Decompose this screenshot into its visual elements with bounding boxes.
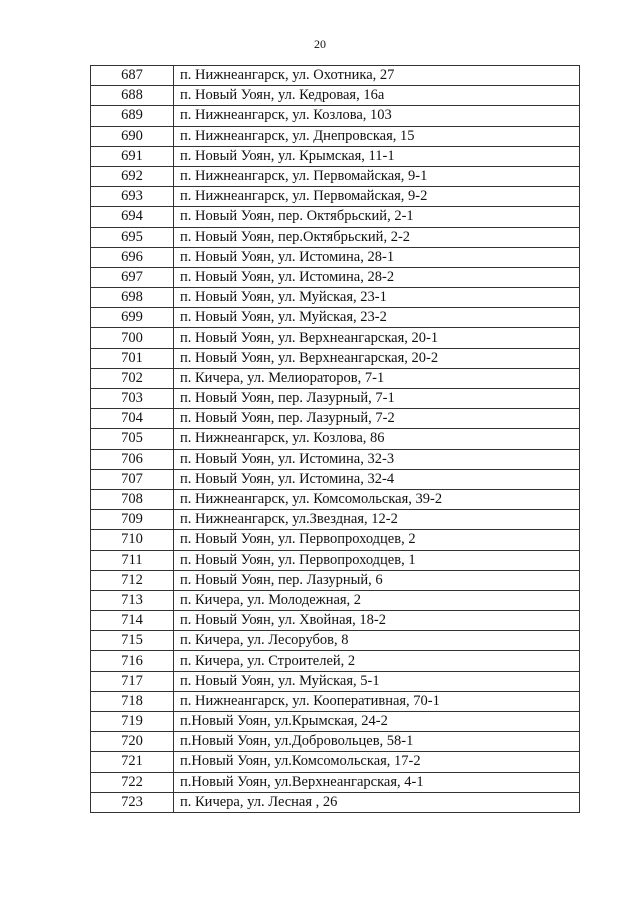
- table-row: [91, 207, 580, 227]
- row-address: п. Новый Уоян, пер. Лазурный, 7-1: [174, 389, 580, 409]
- table-row: [91, 671, 580, 691]
- row-address: п. Новый Уоян, пер. Лазурный, 6: [174, 570, 580, 590]
- row-address: п. Новый Уоян, пер. Лазурный, 7-2: [174, 409, 580, 429]
- row-address: п. Новый Уоян, ул. Истомина, 32-3: [174, 449, 580, 469]
- row-number: 700: [91, 328, 174, 348]
- row-address: п. Кичера, ул. Молодежная, 2: [174, 590, 580, 610]
- table-row: [91, 792, 580, 812]
- table-row: [91, 449, 580, 469]
- table-row: [91, 712, 580, 732]
- row-number: 704: [91, 409, 174, 429]
- row-number: 720: [91, 732, 174, 752]
- row-number: 721: [91, 752, 174, 772]
- row-address: п.Новый Уоян, ул.Крымская, 24-2: [174, 712, 580, 732]
- row-number: 688: [91, 86, 174, 106]
- table-row: [91, 66, 580, 86]
- row-number: 705: [91, 429, 174, 449]
- table-row: [91, 227, 580, 247]
- row-number: 722: [91, 772, 174, 792]
- row-number: 702: [91, 368, 174, 388]
- row-number: 690: [91, 126, 174, 146]
- row-address: п. Новый Уоян, ул. Хвойная, 18-2: [174, 611, 580, 631]
- row-address: п. Новый Уоян, ул. Муйская, 23-2: [174, 308, 580, 328]
- row-address: п. Нижнеангарск, ул. Кооперативная, 70-1: [174, 691, 580, 711]
- table-row: [91, 611, 580, 631]
- row-number: 693: [91, 187, 174, 207]
- row-number: 698: [91, 288, 174, 308]
- table-row: [91, 328, 580, 348]
- row-address: п. Новый Уоян, ул. Первопроходцев, 1: [174, 550, 580, 570]
- row-number: 706: [91, 449, 174, 469]
- address-table: [90, 65, 580, 813]
- row-number: 687: [91, 66, 174, 86]
- table-row: [91, 691, 580, 711]
- row-address: п. Новый Уоян, ул. Истомина, 28-2: [174, 267, 580, 287]
- row-number: 703: [91, 389, 174, 409]
- table-row: [91, 752, 580, 772]
- row-number: 710: [91, 530, 174, 550]
- row-number: 718: [91, 691, 174, 711]
- table-row: [91, 409, 580, 429]
- row-address: п. Новый Уоян, ул. Верхнеангарская, 20-1: [174, 328, 580, 348]
- table-row: [91, 732, 580, 752]
- row-number: 711: [91, 550, 174, 570]
- row-address: п. Кичера, ул. Строителей, 2: [174, 651, 580, 671]
- row-number: 709: [91, 510, 174, 530]
- row-number: 695: [91, 227, 174, 247]
- row-address: п. Нижнеангарск, ул. Днепровская, 15: [174, 126, 580, 146]
- table-row: [91, 126, 580, 146]
- page-number: 20: [314, 37, 326, 51]
- address-table-body: [91, 66, 580, 813]
- row-address: п. Кичера, ул. Мелиораторов, 7-1: [174, 368, 580, 388]
- table-row: [91, 550, 580, 570]
- row-number: 719: [91, 712, 174, 732]
- row-number: 697: [91, 267, 174, 287]
- row-address: п.Новый Уоян, ул.Комсомольская, 17-2: [174, 752, 580, 772]
- table-row: [91, 651, 580, 671]
- table-row: [91, 510, 580, 530]
- table-row: [91, 146, 580, 166]
- table-row: [91, 187, 580, 207]
- table-row: [91, 288, 580, 308]
- table-row: [91, 772, 580, 792]
- row-number: 716: [91, 651, 174, 671]
- table-row: [91, 389, 580, 409]
- row-address: п.Новый Уоян, ул.Добровольцев, 58-1: [174, 732, 580, 752]
- row-address: п. Нижнеангарск, ул.Звездная, 12-2: [174, 510, 580, 530]
- row-number: 714: [91, 611, 174, 631]
- row-number: 696: [91, 247, 174, 267]
- table-row: [91, 429, 580, 449]
- table-row: [91, 590, 580, 610]
- row-address: п. Новый Уоян, ул. Первопроходцев, 2: [174, 530, 580, 550]
- row-address: п. Нижнеангарск, ул. Первомайская, 9-2: [174, 187, 580, 207]
- row-address: п. Новый Уоян, ул. Истомина, 32-4: [174, 469, 580, 489]
- table-row: [91, 469, 580, 489]
- row-address: п. Новый Уоян, ул. Кедровая, 16а: [174, 86, 580, 106]
- row-number: 707: [91, 469, 174, 489]
- row-number: 689: [91, 106, 174, 126]
- row-number: 708: [91, 489, 174, 509]
- table-row: [91, 308, 580, 328]
- row-address: п. Кичера, ул. Лесная , 26: [174, 792, 580, 812]
- table-row: [91, 106, 580, 126]
- table-row: [91, 86, 580, 106]
- row-address: п. Кичера, ул. Лесорубов, 8: [174, 631, 580, 651]
- row-number: 713: [91, 590, 174, 610]
- row-address: п. Нижнеангарск, ул. Первомайская, 9-1: [174, 166, 580, 186]
- row-number: 712: [91, 570, 174, 590]
- row-address: п.Новый Уоян, ул.Верхнеангарская, 4-1: [174, 772, 580, 792]
- row-number: 717: [91, 671, 174, 691]
- row-address: п. Новый Уоян, ул. Верхнеангарская, 20-2: [174, 348, 580, 368]
- table-row: [91, 368, 580, 388]
- table-row: [91, 530, 580, 550]
- row-number: 691: [91, 146, 174, 166]
- row-address: п. Новый Уоян, ул. Крымская, 11-1: [174, 146, 580, 166]
- row-address: п. Новый Уоян, ул. Муйская, 5-1: [174, 671, 580, 691]
- row-address: п. Нижнеангарск, ул. Комсомольская, 39-2: [174, 489, 580, 509]
- row-address: п. Новый Уоян, ул. Истомина, 28-1: [174, 247, 580, 267]
- row-address: п. Новый Уоян, ул. Муйская, 23-1: [174, 288, 580, 308]
- table-row: [91, 631, 580, 651]
- row-number: 701: [91, 348, 174, 368]
- row-number: 715: [91, 631, 174, 651]
- table-row: [91, 489, 580, 509]
- row-address: п. Новый Уоян, пер.Октябрьский, 2-2: [174, 227, 580, 247]
- row-address: п. Нижнеангарск, ул. Козлова, 103: [174, 106, 580, 126]
- row-number: 694: [91, 207, 174, 227]
- table-row: [91, 267, 580, 287]
- row-address: п. Новый Уоян, пер. Октябрьский, 2-1: [174, 207, 580, 227]
- row-address: п. Нижнеангарск, ул. Охотника, 27: [174, 66, 580, 86]
- table-row: [91, 247, 580, 267]
- row-address: п. Нижнеангарск, ул. Козлова, 86: [174, 429, 580, 449]
- table-row: [91, 166, 580, 186]
- row-number: 723: [91, 792, 174, 812]
- row-number: 699: [91, 308, 174, 328]
- row-number: 692: [91, 166, 174, 186]
- table-row: [91, 348, 580, 368]
- table-row: [91, 570, 580, 590]
